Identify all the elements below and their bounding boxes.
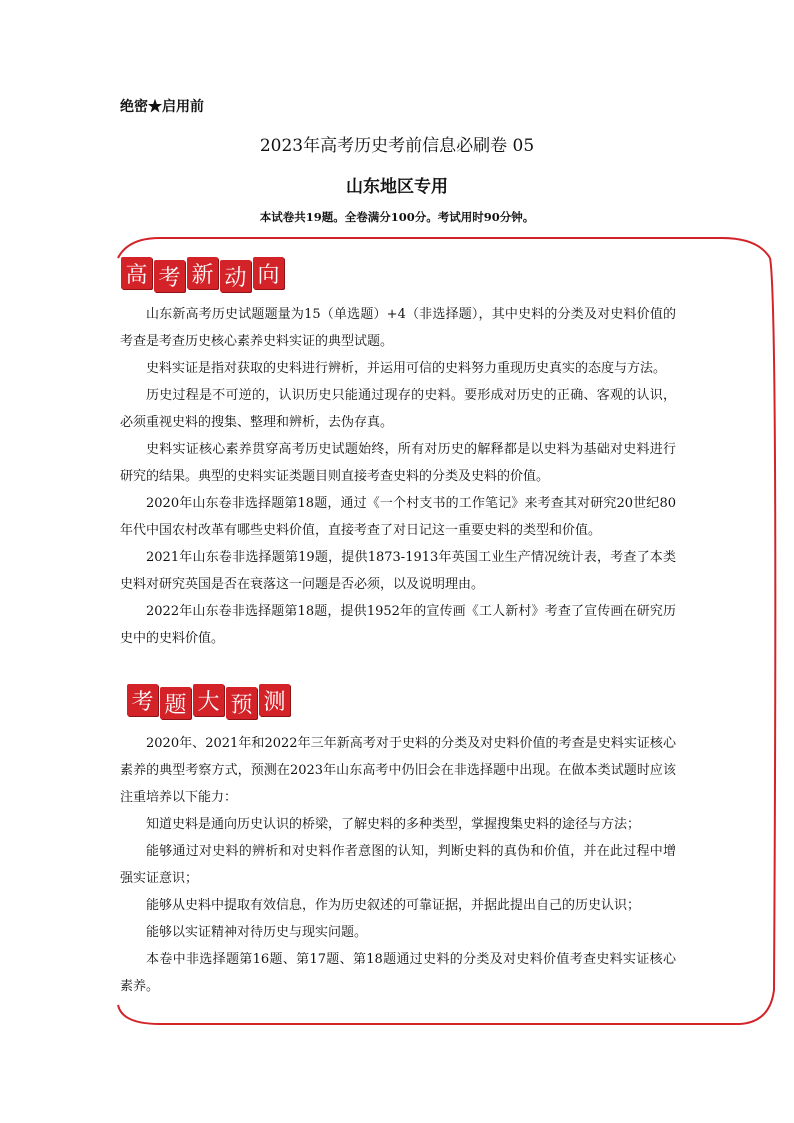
section-predictions <box>120 730 676 1000</box>
section-badge-kaoti-da-yuce <box>127 684 290 716</box>
badge-char: 新 <box>187 257 218 289</box>
paragraph: 史料实证是指对获取的史料进行辨析，并运用可信的史料努力重现历史真实的态度与方法。 <box>146 361 667 376</box>
paragraph: 能够以实证精神对待历史与现实问题。 <box>146 925 368 940</box>
exam-info: 本试卷共19题。全卷满分100分。考试用时90分钟。 <box>259 210 535 224</box>
paragraph: 2020年山东卷非选择题第18题，通过《一个村支书的工作笔记》来考查其对研究20世纪80年代中国农村改革有哪些史料价值，直接考查了对日记这一重要史料的类型和价值。 <box>120 496 676 538</box>
section-badge-gaokao-xin-dongxiang <box>121 257 284 289</box>
paragraph: 2020年、2021年和2022年三年新高考对于史料的分类及对史料价值的考查是史料实证核心素养的典型考察方式，预测在2023年山东高考中仍旧会在非选择题中出现。在做本类试题时应该注重培养以下能力： <box>120 736 676 805</box>
paragraph: 知道史料是通向历史认识的桥梁，了解史料的多种类型，掌握搜集史料的途径与方法； <box>146 817 641 832</box>
badge-char: 预 <box>226 687 257 719</box>
badge-char: 高 <box>121 257 152 289</box>
paragraph: 山东新高考历史试题题量为15（单选题）+4（非选择题），其中史料的分类及对史料价值的考查是考查历史核心素养史料实证的典型试题。 <box>120 307 676 349</box>
confidential-label: 绝密★启用前 <box>120 99 204 115</box>
frame-bottom-curve <box>118 1005 740 1024</box>
frame-top-curve <box>118 238 770 258</box>
page-title: 2023年高考历史考前信息必刷卷 05 <box>259 136 535 156</box>
paragraph: 2022年山东卷非选择题第18题，提供1952年的宣传画《工人新村》考查了宣传画在研究历史中的史料价值。 <box>120 604 676 646</box>
badge-char: 大 <box>193 684 224 716</box>
paragraph: 史料实证核心素养贯穿高考历史试题始终，所有对历史的解释都是以史料为基础对史料进行研究的结果。典型的史料实证类题目则直接考查史料的分类及史料的价值。 <box>120 442 676 484</box>
frame-right-curve <box>740 258 775 1024</box>
badge-char: 动 <box>220 260 251 292</box>
paragraph: 能够通过对史料的辨析和对史料作者意图的认知，判断史料的真伪和价值，并在此过程中增强实证意识； <box>120 844 676 886</box>
badge-char: 考 <box>154 260 185 292</box>
badge-char: 题 <box>160 687 191 719</box>
badge-char: 测 <box>259 684 290 716</box>
paragraph: 2021年山东卷非选择题第19题，提供1873-1913年英国工业生产情况统计表，考查了本类史料对研究英国是否在衰落这一问题是否必须，以及说明理由。 <box>120 550 676 592</box>
section-new-trends <box>120 301 676 652</box>
paragraph: 本卷中非选择题第16题、第17题、第18题通过史料的分类及对史料价值考查史料实证核心素养。 <box>120 952 676 994</box>
badge-char: 考 <box>127 684 158 716</box>
paragraph: 能够从史料中提取有效信息，作为历史叙述的可靠证据，并据此提出自己的历史认识； <box>146 898 641 913</box>
page-subtitle: 山东地区专用 <box>346 177 448 197</box>
paragraph: 历史过程是不可逆的，认识历史只能通过现存的史料。要形成对历史的正确、客观的认识，必须重视史料的搜集、整理和辨析，去伪存真。 <box>120 388 676 430</box>
badge-char: 向 <box>253 257 284 289</box>
